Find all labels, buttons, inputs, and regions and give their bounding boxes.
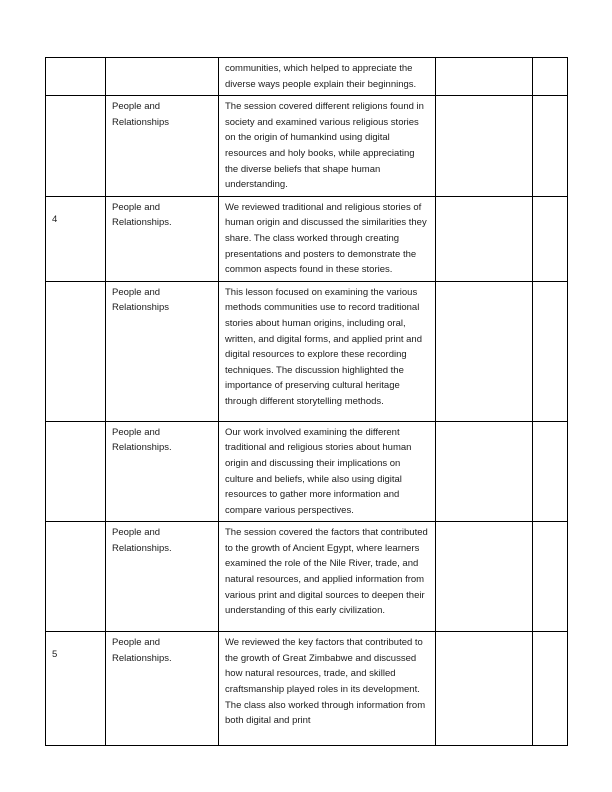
table-row [46, 522, 568, 632]
week-cell [46, 96, 106, 197]
topic-cell: People and Relationships. [106, 522, 219, 632]
topic-cell: People and Relationships [106, 281, 219, 421]
table-row [46, 58, 568, 96]
week-cell: 5 [46, 632, 106, 746]
empty-cell-b [533, 632, 568, 746]
week-cell [46, 522, 106, 632]
week-cell [46, 421, 106, 522]
description-cell: We reviewed traditional and religious stories of human origin and discussed the similarities they share. The class worked through creating presentations and posters to demonstrate the common aspects found in these stories. [219, 196, 436, 281]
empty-cell-b [533, 196, 568, 281]
week-cell [46, 58, 106, 96]
week-cell: 4 [46, 196, 106, 281]
table-row [46, 196, 568, 281]
empty-cell-b [533, 58, 568, 96]
topic-cell: People and Relationships. [106, 632, 219, 746]
empty-cell-a [436, 522, 533, 632]
description-cell: communities, which helped to appreciate the diverse ways people explain their beginnings. [219, 58, 436, 96]
topic-cell [106, 58, 219, 96]
week-cell [46, 281, 106, 421]
table-row [46, 421, 568, 522]
description-cell: This lesson focused on examining the various methods communities use to record traditional stories about human origins, including oral, written, and digital forms, and applied print and digital resources to explore these recording techniques. The discussion highlighted the importance of preserving cultural heritage through different storytelling methods. [219, 281, 436, 421]
empty-cell-a [436, 281, 533, 421]
empty-cell-a [436, 196, 533, 281]
empty-cell-a [436, 632, 533, 746]
topic-cell: People and Relationships. [106, 421, 219, 522]
description-cell: Our work involved examining the different traditional and religious stories about human origin and discussing their implications on culture and beliefs, while also using digital resources to gather more information and compare various perspectives. [219, 421, 436, 522]
table-row [46, 281, 568, 421]
description-cell: We reviewed the key factors that contributed to the growth of Great Zimbabwe and discussed how natural resources, trade, and skilled craftsmanship played roles in its development. The class also worked through information from both digital and print [219, 632, 436, 746]
topic-cell: People and Relationships. [106, 196, 219, 281]
empty-cell-b [533, 522, 568, 632]
table-row [46, 632, 568, 746]
description-cell: The session covered the factors that contributed to the growth of Ancient Egypt, where learners examined the role of the Nile River, trade, and natural resources, and applied information from various print and digital sources to deepen their understanding of this early civilization. [219, 522, 436, 632]
empty-cell-a [436, 58, 533, 96]
table-row [46, 96, 568, 197]
empty-cell-b [533, 281, 568, 421]
topic-cell: People and Relationships [106, 96, 219, 197]
empty-cell-a [436, 421, 533, 522]
empty-cell-b [533, 96, 568, 197]
description-cell: The session covered different religions found in society and examined various religious stories on the origin of humankind using digital resources and holy books, while appreciating the diverse beliefs that shape human understanding. [219, 96, 436, 197]
empty-cell-b [533, 421, 568, 522]
empty-cell-a [436, 96, 533, 197]
lesson-log-table [45, 57, 568, 746]
